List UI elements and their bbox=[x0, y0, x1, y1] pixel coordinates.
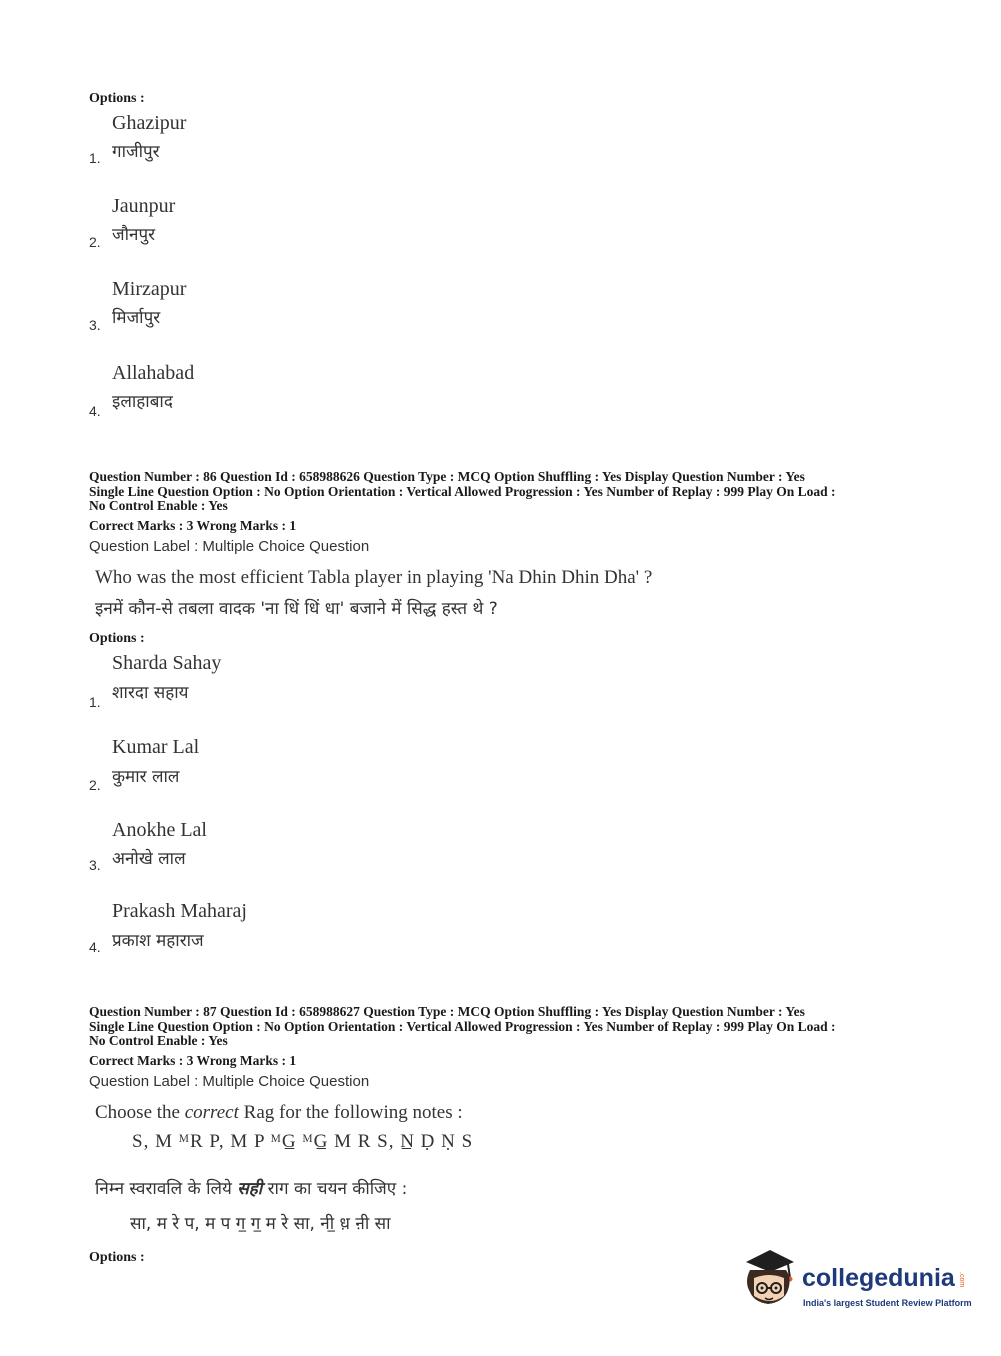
q86-option-1-hi: शारदा सहाय bbox=[112, 683, 189, 703]
q86-meta-line-3: No Control Enable : Yes bbox=[89, 498, 228, 513]
collegedunia-mascot-icon bbox=[740, 1248, 800, 1314]
q86-option-1-number: 1. bbox=[89, 694, 101, 710]
options-label: Options : bbox=[89, 1250, 145, 1265]
q87-text-hi-post: राग का चयन कीजिए : bbox=[262, 1179, 408, 1199]
q87-notes-en: S, M ᴹR P, M P ᴹG̲ ᴹG̲ M R S, N̲ Ḍ Ṇ S bbox=[132, 1131, 474, 1152]
q87-notes-hi: सा, म रे प, म प ग̲ ग̲ म रे सा, नी̲ ध़ ऩी सा bbox=[130, 1214, 391, 1234]
q85-option-3-number: 3. bbox=[89, 317, 101, 333]
q86-option-3-hi: अनोखे लाल bbox=[112, 849, 186, 869]
options-label: Options : bbox=[89, 91, 145, 106]
q87-meta-line-3: No Control Enable : Yes bbox=[89, 1033, 228, 1048]
q87-question-text-hi bbox=[95, 1176, 407, 1199]
q86-option-4-number: 4. bbox=[89, 939, 101, 955]
q86-option-3-number: 3. bbox=[89, 857, 101, 873]
q87-meta bbox=[89, 1005, 919, 1049]
q86-option-2-en: Kumar Lal bbox=[112, 736, 200, 758]
q85-option-4-number: 4. bbox=[89, 403, 101, 419]
q86-marks: Correct Marks : 3 Wrong Marks : 1 bbox=[89, 518, 297, 533]
q85-option-2-hi: जौनपुर bbox=[112, 225, 156, 245]
q85-option-4-en: Allahabad bbox=[112, 362, 195, 384]
q87-meta-line-1: Question Number : 87 Question Id : 658988627 Question Type : MCQ Option Shuffling : Yes Display Question Number : Yes bbox=[89, 1004, 805, 1019]
q85-option-1-hi: गाजीपुर bbox=[112, 142, 160, 162]
q86-option-4-hi: प्रकाश महाराज bbox=[112, 931, 204, 951]
q87-text-en-pre: Choose the bbox=[95, 1102, 185, 1123]
q87-meta-line-2: Single Line Question Option : No Option Orientation : Vertical Allowed Progression : Yes Number of Replay : 999 Play On Load : bbox=[89, 1018, 836, 1034]
q86-option-2-hi: कुमार लाल bbox=[112, 767, 180, 787]
q86-question-text-en: Who was the most efficient Tabla player in playing 'Na Dhin Dhin Dha' ? bbox=[95, 567, 653, 588]
q86-question-label: Question Label : Multiple Choice Question bbox=[89, 538, 370, 555]
q85-option-3-en: Mirzapur bbox=[112, 278, 187, 300]
q87-text-hi-pre: निम्न स्वरावलि के लिये bbox=[95, 1179, 238, 1199]
q87-text-hi-emphasis: सही bbox=[237, 1179, 263, 1199]
q85-option-3-hi: मिर्जापुर bbox=[112, 308, 161, 328]
collegedunia-tagline: India's largest Student Review Platform bbox=[803, 1298, 972, 1308]
q86-meta-line-2: Single Line Question Option : No Option Orientation : Vertical Allowed Progression : Yes Number of Replay : 999 Play On Load : bbox=[89, 483, 836, 499]
q85-option-2-number: 2. bbox=[89, 234, 101, 250]
q86-meta bbox=[89, 470, 919, 514]
q87-text-en-emphasis: correct bbox=[184, 1102, 239, 1123]
q86-meta-line-1: Question Number : 86 Question Id : 658988626 Question Type : MCQ Option Shuffling : Yes Display Question Number : Yes bbox=[89, 469, 805, 484]
options-label: Options : bbox=[89, 631, 145, 646]
q87-question-text-en bbox=[95, 1102, 463, 1124]
q85-option-4-hi: इलाहाबाद bbox=[112, 392, 173, 412]
q86-option-3-en: Anokhe Lal bbox=[112, 819, 207, 841]
q85-option-2-en: Jaunpur bbox=[112, 195, 176, 217]
q87-marks: Correct Marks : 3 Wrong Marks : 1 bbox=[89, 1053, 297, 1068]
q85-option-1-en: Ghazipur bbox=[112, 112, 187, 134]
q86-option-1-en: Sharda Sahay bbox=[112, 652, 222, 674]
q86-question-text-hi: इनमें कौन-से तबला वादक 'ना धिं धिं धा' बजाने में सिद्ध हस्त थे ? bbox=[95, 599, 498, 619]
q87-question-label: Question Label : Multiple Choice Question bbox=[89, 1073, 370, 1090]
q85-option-1-number: 1. bbox=[89, 150, 101, 166]
collegedunia-logo-text: collegedunia bbox=[802, 1264, 955, 1292]
q86-option-4-en: Prakash Maharaj bbox=[112, 900, 247, 922]
q87-text-en-post: Rag for the following notes : bbox=[238, 1102, 463, 1123]
collegedunia-logo-com: .com bbox=[958, 1272, 965, 1288]
q86-option-2-number: 2. bbox=[89, 777, 101, 793]
